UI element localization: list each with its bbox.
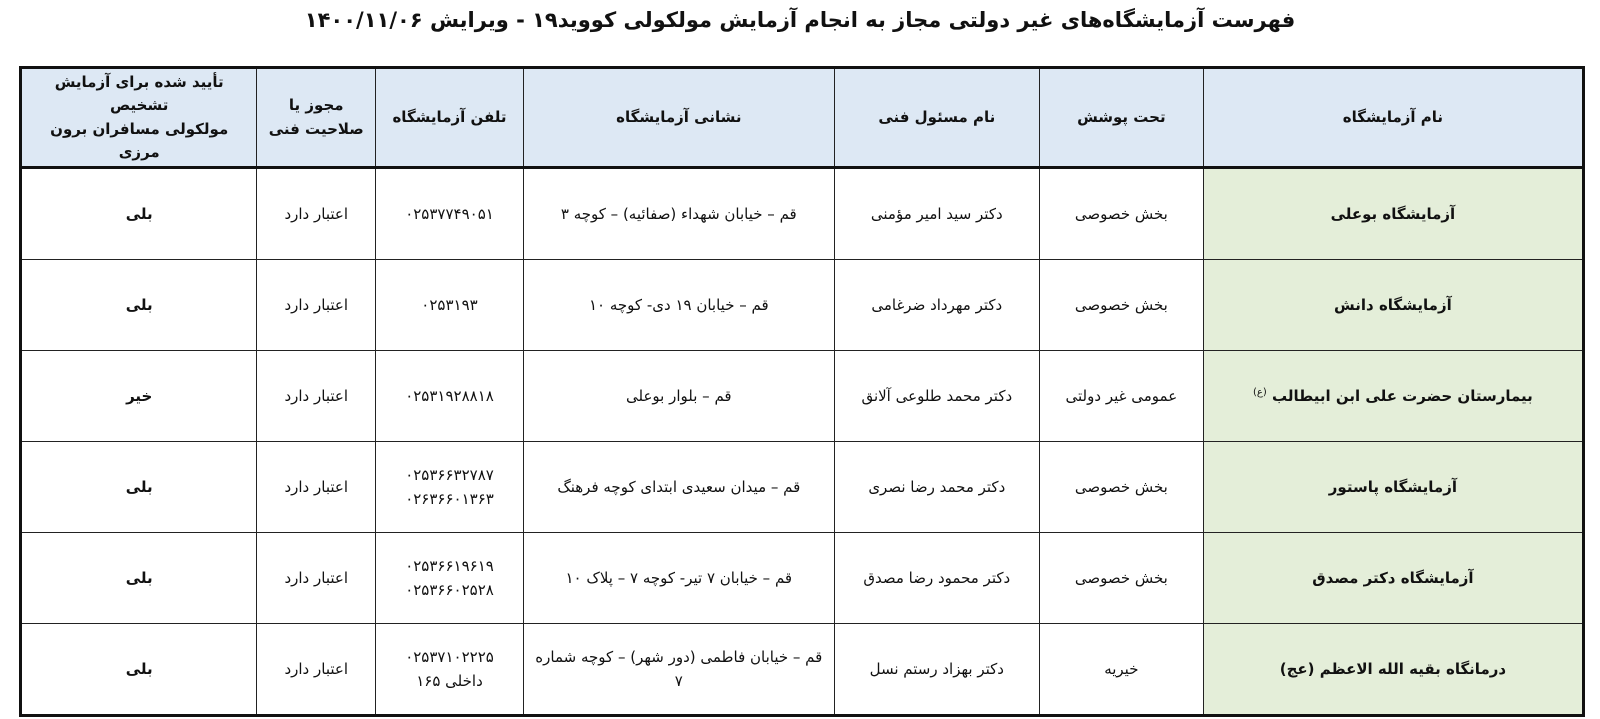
header-license-line2: صلاحیت فنی bbox=[268, 119, 364, 138]
phone-number: ۰۲۵۳۱۹۲۸۸۱۸ bbox=[405, 387, 494, 405]
header-technical-director: نام مسئول فنی bbox=[834, 68, 1039, 168]
cell-phone bbox=[376, 442, 524, 533]
cell-phone bbox=[376, 260, 524, 351]
lab-name-text: آزمایشگاه دکتر مصدق bbox=[1312, 569, 1474, 587]
cell-phone bbox=[376, 168, 524, 260]
header-approved-line2: مولکولی مسافران برون مرزی bbox=[50, 119, 229, 161]
header-license-line1: مجوز یا bbox=[288, 96, 344, 115]
phone-number-secondary: ۰۲۵۳۶۶۰۲۵۲۸ bbox=[405, 581, 494, 599]
cell-address: قم – خیابان فاطمی (دور شهر) – کوچه شماره ۷ bbox=[523, 624, 834, 716]
lab-name-note: (ع) bbox=[1253, 387, 1267, 398]
phone-number: ۰۲۵۳۶۶۳۲۷۸۷ bbox=[405, 466, 494, 484]
header-approved bbox=[21, 68, 257, 168]
cell-coverage: بخش خصوصی bbox=[1039, 442, 1203, 533]
cell-license: اعتبار دارد bbox=[257, 351, 376, 442]
header-lab-name: نام آزمایشگاه bbox=[1203, 68, 1583, 168]
cell-lab-name bbox=[1203, 351, 1583, 442]
cell-lab-name bbox=[1203, 533, 1583, 624]
cell-technical-director: دکتر بهزاد رستم نسل bbox=[834, 624, 1039, 716]
table-row bbox=[21, 624, 1584, 716]
phone-number-secondary: ۰۲۶۳۶۶۰۱۳۶۳ bbox=[405, 490, 494, 508]
lab-name-text: آزمایشگاه پاستور bbox=[1328, 478, 1457, 496]
header-coverage: تحت پوشش bbox=[1039, 68, 1203, 168]
cell-license: اعتبار دارد bbox=[257, 624, 376, 716]
phone-number: ۰۲۵۳۷۷۴۹۰۵۱ bbox=[405, 205, 494, 223]
cell-approved: بلی bbox=[21, 624, 257, 716]
header-address: نشانی آزمایشگاه bbox=[523, 68, 834, 168]
cell-lab-name bbox=[1203, 260, 1583, 351]
cell-coverage: بخش خصوصی bbox=[1039, 260, 1203, 351]
lab-name-text: بیمارستان حضرت علی ابن ابیطالب bbox=[1272, 387, 1533, 405]
cell-approved: خیر bbox=[21, 351, 257, 442]
cell-license: اعتبار دارد bbox=[257, 533, 376, 624]
cell-technical-director: دکتر مهرداد ضرغامی bbox=[834, 260, 1039, 351]
document-title: فهرست آزمایشگاه‌های غیر دولتی مجاز به انجام آزمایش مولکولی کووید۱۹ - ویرایش ۱۴۰۰/۱۱/۰۶ bbox=[304, 8, 1296, 32]
cell-lab-name bbox=[1203, 442, 1583, 533]
cell-address: قم – بلوار بوعلی bbox=[523, 351, 834, 442]
cell-address: قم – خیابان شهداء (صفائیه) – کوچه ۳ bbox=[523, 168, 834, 260]
cell-approved: بلی bbox=[21, 260, 257, 351]
cell-lab-name bbox=[1203, 624, 1583, 716]
cell-approved: بلی bbox=[21, 533, 257, 624]
cell-phone bbox=[376, 624, 524, 716]
cell-technical-director: دکتر محمد رضا نصری bbox=[834, 442, 1039, 533]
labs-table bbox=[19, 66, 1585, 717]
lab-name-text: درمانگاه بقیه الله الاعظم (عج) bbox=[1279, 660, 1507, 678]
phone-number: ۰۲۵۳۶۶۱۹۶۱۹ bbox=[405, 557, 494, 575]
table-row bbox=[21, 168, 1584, 260]
phone-extension: داخلی ۱۶۵ bbox=[416, 672, 483, 690]
cell-phone bbox=[376, 351, 524, 442]
cell-technical-director: دکتر محمد طلوعی آلانق bbox=[834, 351, 1039, 442]
cell-coverage: بخش خصوصی bbox=[1039, 168, 1203, 260]
header-phone: تلفن آزمایشگاه bbox=[376, 68, 524, 168]
cell-lab-name bbox=[1203, 168, 1583, 260]
phone-number: ۰۲۵۳۱۹۳ bbox=[421, 296, 478, 314]
cell-license: اعتبار دارد bbox=[257, 168, 376, 260]
cell-approved: بلی bbox=[21, 168, 257, 260]
cell-license: اعتبار دارد bbox=[257, 442, 376, 533]
table-row bbox=[21, 442, 1584, 533]
cell-phone bbox=[376, 533, 524, 624]
cell-address: قم – خیابان ۱۹ دی- کوچه ۱۰ bbox=[523, 260, 834, 351]
cell-technical-director: دکتر محمود رضا مصدق bbox=[834, 533, 1039, 624]
cell-address: قم – خیابان ۷ تیر- کوچه ۷ – پلاک ۱۰ bbox=[523, 533, 834, 624]
lab-name-text: آزمایشگاه دانش bbox=[1334, 296, 1452, 314]
cell-coverage: خیریه bbox=[1039, 624, 1203, 716]
cell-coverage: عمومی غیر دولتی bbox=[1039, 351, 1203, 442]
cell-technical-director: دکتر سید امیر مؤمنی bbox=[834, 168, 1039, 260]
header-approved-line1: تأیید شده برای آزمایش تشخیص bbox=[54, 73, 224, 115]
lab-name-text: آزمایشگاه بوعلی bbox=[1330, 205, 1456, 223]
table-row bbox=[21, 351, 1584, 442]
header-license bbox=[257, 68, 376, 168]
cell-license: اعتبار دارد bbox=[257, 260, 376, 351]
phone-number: ۰۲۵۳۷۱۰۲۲۲۵ bbox=[405, 648, 494, 666]
header-row bbox=[21, 68, 1584, 168]
table-row bbox=[21, 533, 1584, 624]
cell-address: قم – میدان سعیدی ابتدای کوچه فرهنگ bbox=[523, 442, 834, 533]
table-row bbox=[21, 260, 1584, 351]
cell-approved: بلی bbox=[21, 442, 257, 533]
cell-coverage: بخش خصوصی bbox=[1039, 533, 1203, 624]
